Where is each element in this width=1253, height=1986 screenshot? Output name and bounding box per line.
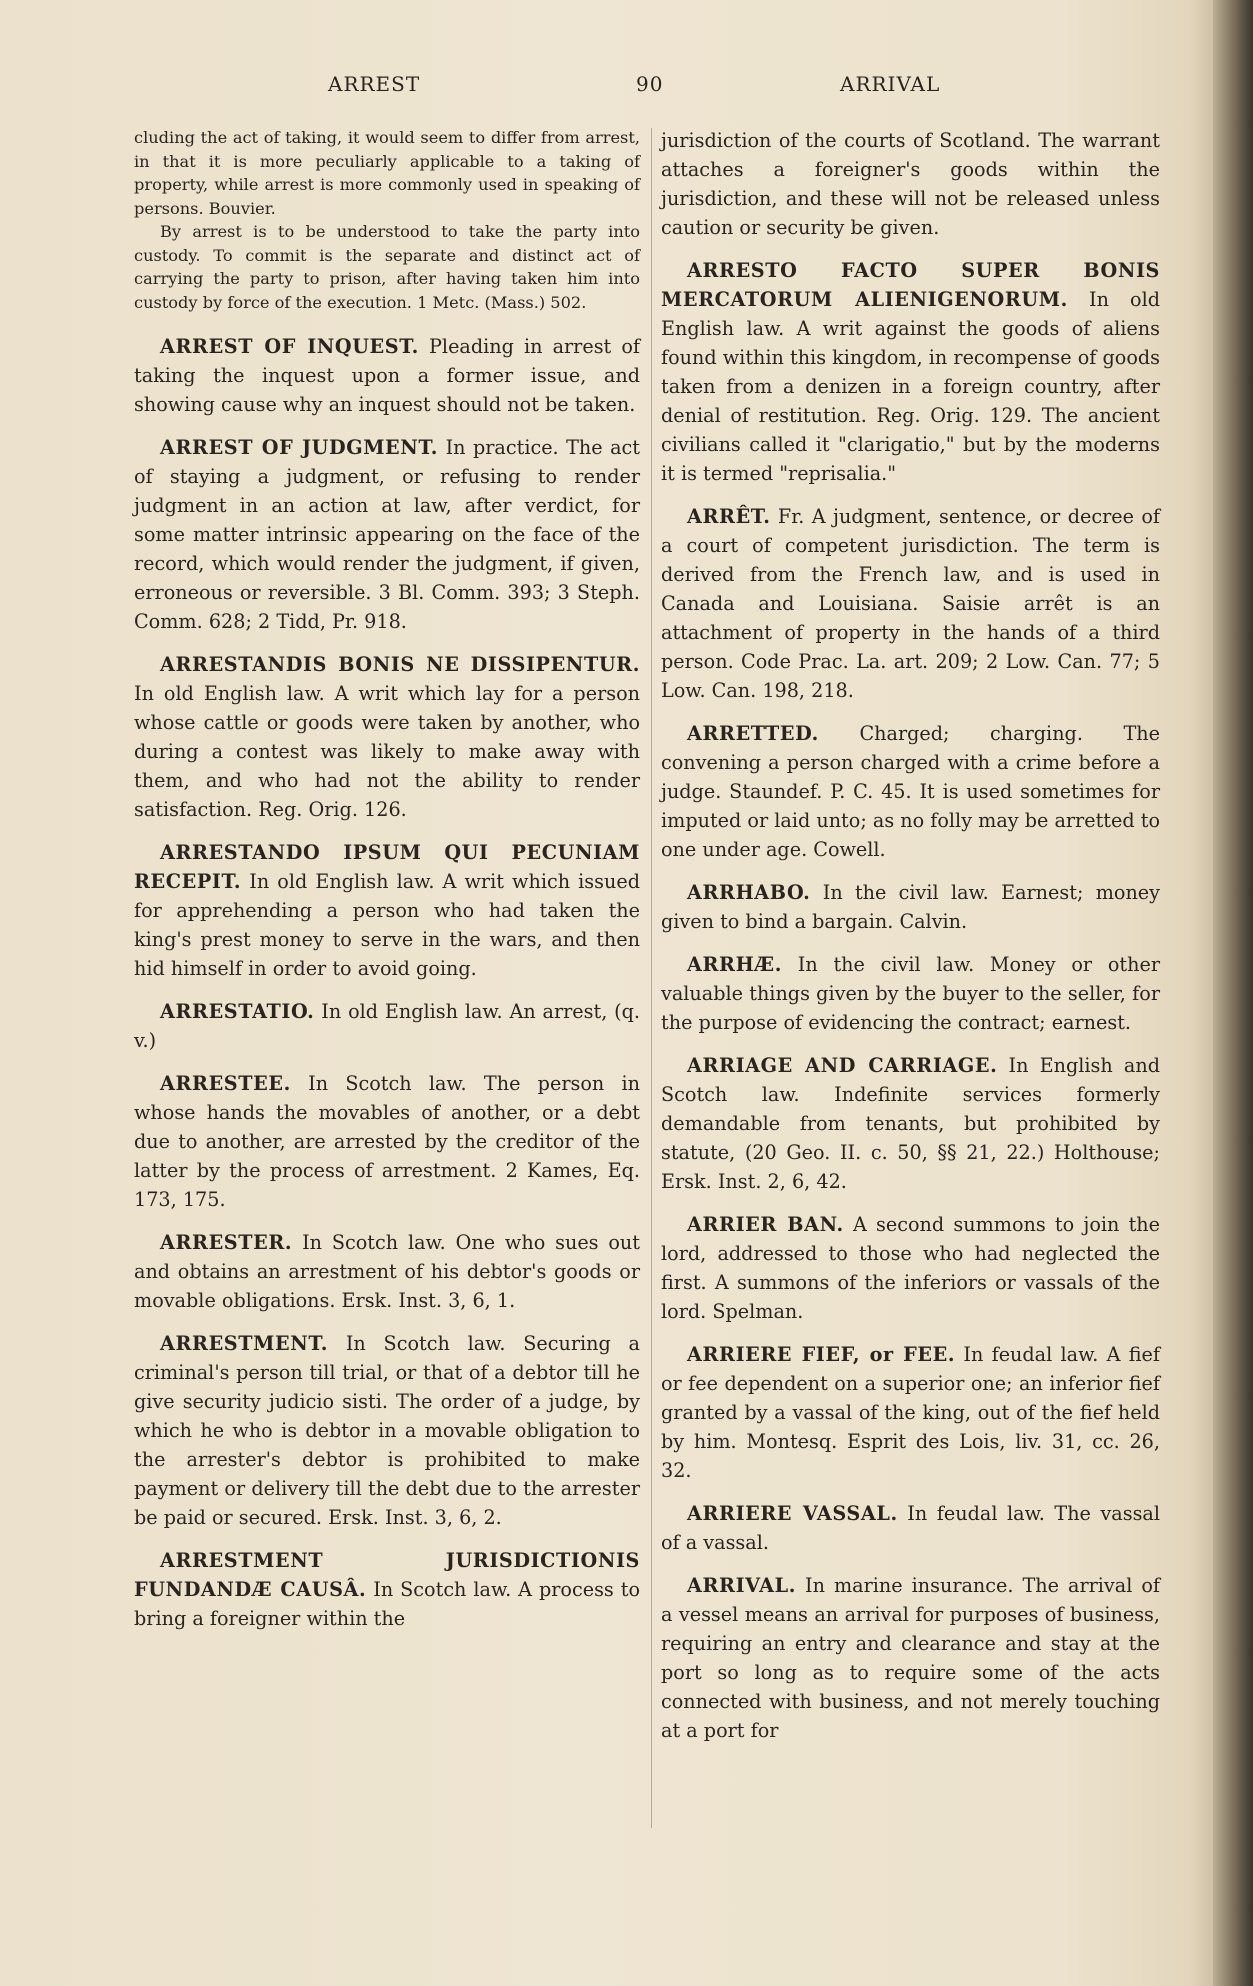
entry-arrestando-ipsum (134, 838, 640, 983)
page-number: 90 (636, 72, 664, 96)
entry-arrestatio (134, 997, 640, 1055)
entry-arrester (134, 1228, 640, 1315)
entry-text: In marine insurance. The arrival of a vessel means an arrival for purposes of business, requiring an entry and clearance and stay at the port so long as to require some of the acts connected with business, and not merely touching at a port for (661, 1574, 1160, 1742)
left-column (134, 126, 640, 1647)
entry-text: Charged; charging. The convening a person charged with a crime before a judge. Staundef. P. C. 45. It is used sometimes for imputed or laid unto; as no folly may be arretted to one under age. Cowell. (661, 722, 1161, 861)
headword: ARRESTEE. (160, 1072, 291, 1095)
headword: ARRIAGE AND CARRIAGE. (687, 1054, 998, 1077)
entry-text: In the civil law. Money or other valuable things given by the buyer to the seller, for the purpose of evidencing the contract; earnest. (661, 953, 1160, 1034)
entry-text: In Scotch law. The person in whose hands the movables of another, or a debt due to another, are arrested by the creditor of the latter by the process of arrestment. 2 Kames, Eq. 173, 175. (134, 1072, 640, 1211)
entry-text: A second summons to join the lord, addressed to those who had neglected the first. A summons of the inferiors or vassals of the lord. Spelman. (661, 1213, 1160, 1323)
headword: ARRESTANDO IPSUM QUI PECUNIAM RECEPIT. (134, 841, 640, 893)
entry-arretted (661, 719, 1160, 864)
entry-text: jurisdiction of the courts of Scotland. The warrant attaches a foreigner's goods within the jurisdiction, and these will not be released unless caution or security be given. (661, 129, 1160, 239)
entry-arrest-of-judgment (134, 433, 640, 636)
entry-arriere-vassal (661, 1499, 1160, 1557)
entry-text: In old English law. A writ which lay for a person whose cattle or goods were taken by another, who during a contest was likely to make away with them, and who had not the ability to render satisfaction. Reg. Orig. 126. (134, 682, 640, 821)
entry-text: In practice. The act of staying a judgment, or refusing to render judgment in an action at law, after verdict, for some matter intrinsic appearing on the face of the record, which would render the judgment, if given, erroneous or reversible. 3 Bl. Comm. 393; 3 Steph. Comm. 628; 2 Tidd, Pr. 918. (134, 436, 640, 633)
entry-arrestment-jurisdictionis (134, 1546, 640, 1633)
entry-text: In Scotch law. A process to bring a foreigner within the (134, 1578, 640, 1630)
entry-continuation (661, 126, 1160, 242)
entry-text: Fr. A judgment, sentence, or decree of a court of competent jurisdiction. The term is derived from the French law, and is used in Canada and Louisiana. Saisie arrêt is an attachment of property in the hands of a third person. Code Prac. La. art. 209; 2 Low. Can. 77; 5 Low. Can. 198, 218. (661, 505, 1161, 702)
entry-text: In Scotch law. Securing a criminal's person till trial, or that of a debtor till he give security judicio sisti. The order of a judge, by which he who is debtor in a movable obligation to the arrester's debtor is prohibited to make payment or delivery till the debt due to the arrester be paid or secured. Ersk. Inst. 3, 6, 2. (134, 1332, 640, 1529)
entry-text: cluding the act of taking, it would seem to differ from arrest, in that it is more peculiarly applicable to a taking of property, while arrest is more commonly used in speaking of persons. Bouvier. (134, 128, 640, 218)
header-right-guide-word: ARRIVAL (840, 72, 941, 96)
entry-text: In old English law. An arrest, (q. v.) (134, 1000, 641, 1052)
entry-arrestandis-bonis (134, 650, 640, 824)
entry-arrestment (134, 1329, 640, 1532)
entry-arrival (661, 1571, 1160, 1745)
column-divider (651, 128, 652, 1828)
headword: ARRIVAL. (687, 1574, 797, 1597)
headword: ARRIER BAN. (687, 1213, 844, 1236)
entry-text: In old English law. A writ which issued for apprehending a person who had taken the king's prest money to serve in the wars, and then hid himself in order to avoid going. (134, 870, 640, 980)
entry-text: In the civil law. Earnest; money given to bind a bargain. Calvin. (661, 881, 1160, 933)
headword: ARRHÆ. (687, 953, 783, 976)
headword: ARREST OF INQUEST. (160, 335, 419, 358)
entry-arrest-of-inquest (134, 332, 640, 419)
entry-continuation (134, 126, 640, 220)
entry-arret (661, 502, 1160, 705)
headword: ARRESTANDIS BONIS NE DISSIPENTUR. (160, 653, 640, 676)
header-left-guide-word: ARREST (328, 72, 421, 96)
headword: ARRHABO. (687, 881, 811, 904)
entry-text: In old English law. A writ against the goods of aliens found within this kingdom, in recompense of goods taken from a denizen in a foreign country, after denial of restitution. Reg. Orig. 129. The ancient civilians called it "clarigatio," but by the moderns it is termed "reprisalia." (661, 288, 1160, 485)
entry-arresto-facto (661, 256, 1160, 488)
headword: ARRESTO FACTO SUPER BONIS MERCATORUM ALIENIGENORUM. (661, 259, 1160, 311)
entry-arrhabo (661, 878, 1160, 936)
headword: ARRÊT. (687, 505, 771, 528)
running-header (0, 72, 1253, 112)
right-column (661, 126, 1160, 1759)
entry-text: By arrest is to be understood to take the party into custody. To commit is the separate and distinct act of carrying the party to prison, after having taken him into custody by force of the execution. 1 Metc. (Mass.) 502. (134, 222, 640, 312)
headword: ARRESTATIO. (160, 1000, 315, 1023)
entry-arrhae (661, 950, 1160, 1037)
entry-arriere-fief (661, 1340, 1160, 1485)
entry-text: In feudal law. The vassal of a vassal. (661, 1502, 1161, 1554)
headword: ARRETTED. (687, 722, 819, 745)
headword: ARRESTMENT. (160, 1332, 329, 1355)
headword: ARRESTMENT JURISDICTIONIS FUNDANDÆ CAUSÂ. (134, 1549, 640, 1601)
entry-text: In Scotch law. One who sues out and obtains an arrestment of his debtor's goods or movable obligations. Ersk. Inst. 3, 6, 1. (134, 1231, 640, 1312)
entry-arriage-and-carriage (661, 1051, 1160, 1196)
entry-arrestee (134, 1069, 640, 1214)
headword: ARRIERE VASSAL. (687, 1502, 898, 1525)
page-binding-edge (1213, 0, 1253, 1986)
entry-text: Pleading in arrest of taking the inquest upon a former issue, and showing cause why an inquest should not be taken. (134, 335, 640, 416)
headword: ARRESTER. (160, 1231, 293, 1254)
headword: ARRIERE FIEF, or FEE. (687, 1343, 956, 1366)
headword: ARREST OF JUDGMENT. (160, 436, 439, 459)
entry-note (134, 220, 640, 314)
entry-text: In English and Scotch law. Indefinite services formerly demandable from tenants, but prohibited by statute, (20 Geo. II. c. 50, §§ 21, 22.) Holthouse; Ersk. Inst. 2, 6, 42. (661, 1054, 1160, 1193)
entry-arrier-ban (661, 1210, 1160, 1326)
entry-text: In feudal law. A fief or fee dependent on a superior one; an inferior fief granted by a vassal of the king, out of the fief held by him. Montesq. Esprit des Lois, liv. 31, cc. 26, 32. (661, 1343, 1160, 1482)
